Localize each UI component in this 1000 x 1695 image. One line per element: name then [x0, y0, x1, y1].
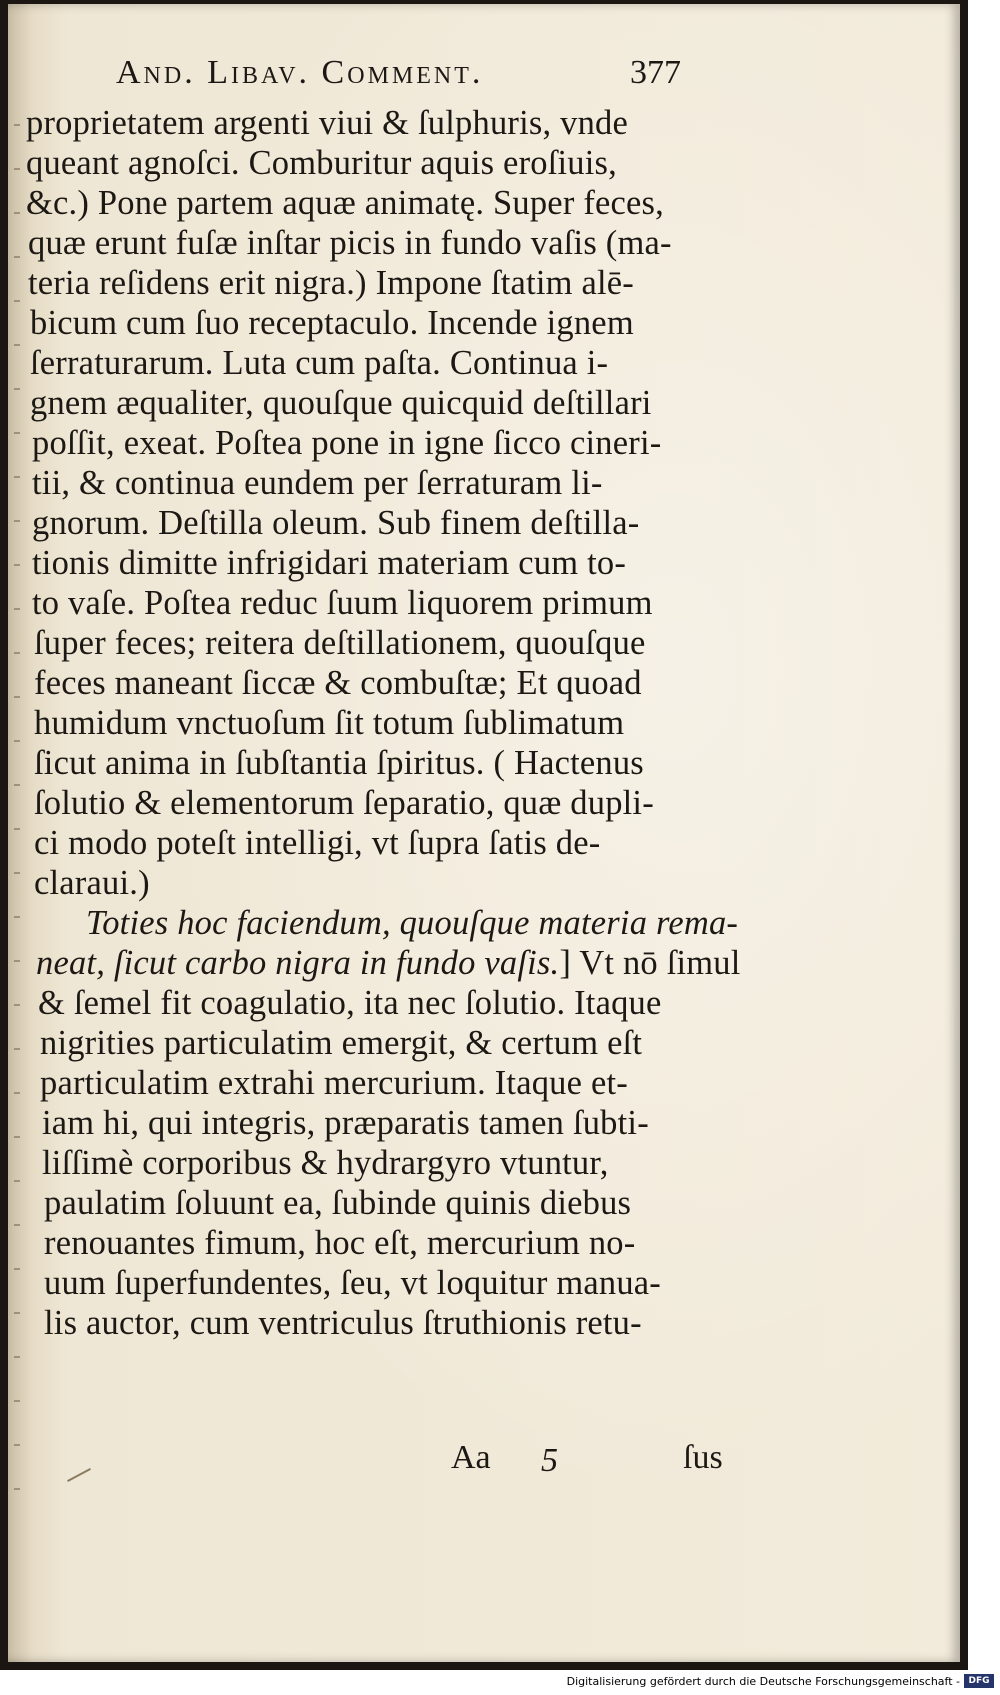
text-line: iam hi, qui integris, præparatis tamen ſubti-	[42, 1104, 649, 1142]
signature-mark: Aa	[451, 1439, 491, 1476]
text-line: lis auctor, cum ventriculus ſtruthionis retu-	[44, 1304, 642, 1342]
text-line: ſolutio & elementorum ſeparatio, quæ dupli-	[34, 784, 654, 822]
digitization-footer	[0, 1670, 1000, 1695]
text-line: particulatim extrahi mercurium. Itaque et-	[40, 1064, 628, 1102]
text-line: proprietatem argenti viui & ſulphuris, vnde	[26, 104, 629, 142]
text-line: tionis dimitte infrigidari materiam cum to-	[32, 544, 627, 582]
text-line: tii, & continua eundem per ſerraturam li-	[32, 464, 603, 502]
text-line: teria reſidens erit nigra.) Impone ſtatim alē-	[28, 264, 634, 302]
text-line: to vaſe. Poſtea reduc ſuum liquorem primum	[32, 584, 653, 622]
binding-gutter	[14, 124, 20, 1504]
running-head: And. Libav. Comment.	[116, 54, 484, 91]
text-line: humidum vnctuoſum ſit totum ſublimatum	[34, 704, 625, 742]
funding-credit: Digitalisierung gefördert durch die Deutsche Forschungsgemeinschaft -	[566, 1675, 960, 1688]
text-line: uum ſuperfundentes, ſeu, vt loquitur manua-	[44, 1264, 661, 1302]
text-line: gnem æqualiter, quouſque quicquid deſtillari	[30, 384, 652, 422]
text-line: renouantes fimum, hoc eſt, mercurium no-	[44, 1224, 636, 1262]
text-line: liſſimè corporibus & hydrargyro vtuntur,	[42, 1144, 609, 1182]
text-line: feces maneant ſiccæ & combuſtæ; Et quoad	[34, 664, 642, 702]
dfg-logo-icon: DFG	[964, 1674, 994, 1688]
page-number: 377	[630, 54, 681, 91]
text-line: &c.) Pone partem aquæ animatę. Super feces,	[26, 184, 665, 222]
lemma-line-with-tail	[36, 944, 741, 983]
lemma-tail: ] Vt nō ſimul	[559, 944, 741, 982]
text-line: gnorum. Deſtilla oleum. Sub finem deſtilla-	[32, 504, 640, 542]
book-page	[8, 4, 960, 1662]
lemma-text: neat, ſicut carbo nigra in fundo vaſis.	[36, 944, 560, 982]
text-line: bicum cum ſuo receptaculo. Incende ignem	[30, 304, 634, 342]
lemma-line: Toties hoc faciendum, quouſque materia rema-	[86, 904, 739, 942]
text-line: ci modo poteſt intelligi, vt ſupra ſatis de-	[34, 824, 601, 862]
text-line: nigrities particulatim emergit, & certum eſt	[40, 1024, 643, 1062]
text-line: paulatim ſoluunt ea, ſubinde quinis diebus	[44, 1184, 632, 1222]
signature-number: 5	[541, 1442, 558, 1479]
text-line: ſicut anima in ſubſtantia ſpiritus. ( Hactenus	[34, 744, 644, 782]
text-line: claraui.)	[34, 864, 150, 902]
text-line: ſerraturarum. Luta cum paſta. Continua i-	[30, 344, 609, 382]
catchword: ſus	[683, 1439, 723, 1476]
text-line: queant agnoſci. Comburitur aquis eroſiuis,	[26, 144, 617, 182]
text-line: ſuper feces; reitera deſtillationem, quouſque	[34, 624, 646, 662]
text-line: & ſemel fit coagulatio, ita nec ſolutio. Itaque	[38, 984, 662, 1022]
ink-mark	[67, 1468, 91, 1482]
text-line: quæ erunt fuſæ inſtar picis in fundo vaſis (ma-	[28, 224, 672, 262]
text-line: poſſit, exeat. Poſtea pone in igne ſicco cineri-	[32, 424, 662, 462]
